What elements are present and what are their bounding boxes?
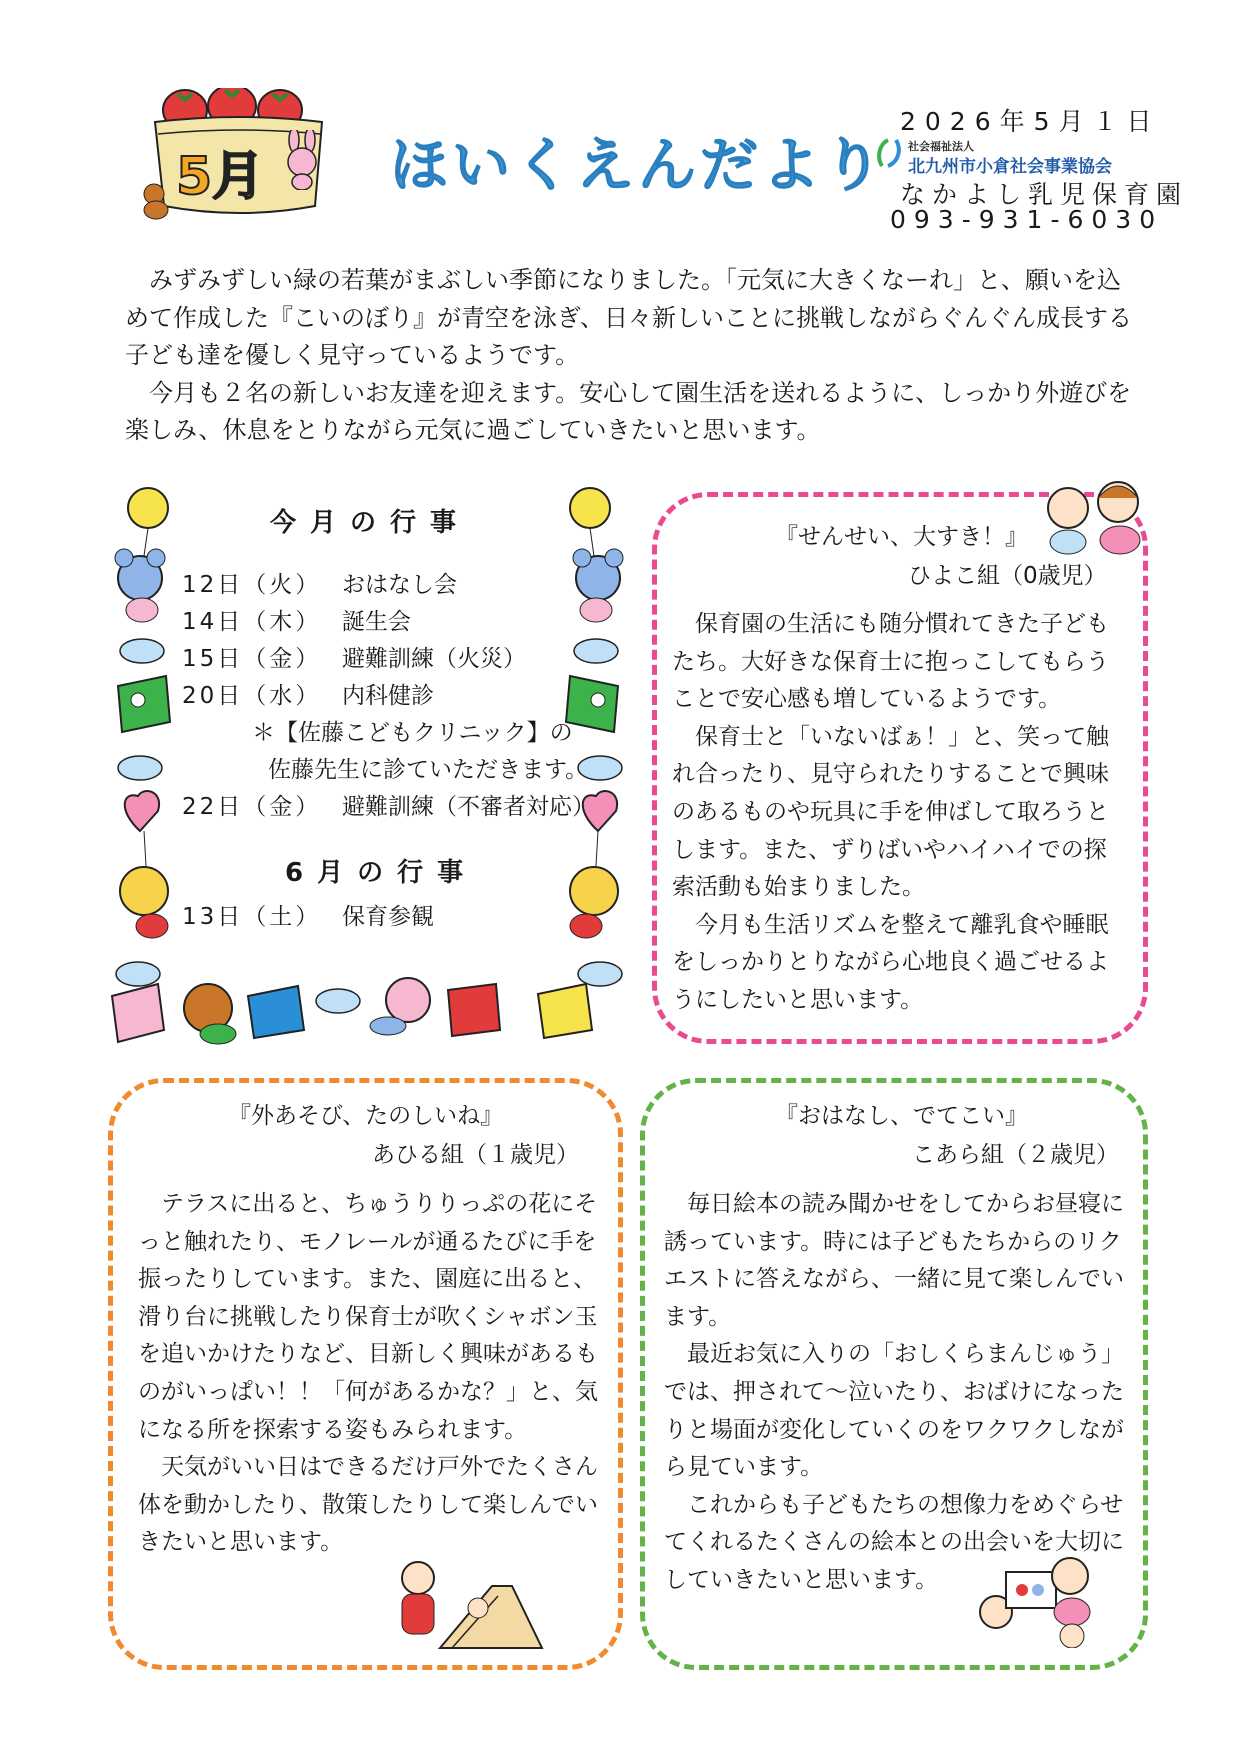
hiyoko-class-label: ひよこ組（0歳児） xyxy=(908,563,1107,589)
event-date: 14日（木） xyxy=(182,609,322,635)
hiyoko-paragraph: 保育園の生活にも随分慣れてきた子どもたち。大好きな保育士に抱っこしてもらうことで安心感も増しているようです。 xyxy=(672,611,1109,713)
event-note: 佐藤先生に診ていただきます。 xyxy=(268,757,589,783)
ahiru-text xyxy=(138,1186,598,1562)
child-icon xyxy=(1060,1624,1084,1648)
bear-icon xyxy=(184,984,236,1044)
koinobori-icon xyxy=(118,676,170,732)
cloud-icon xyxy=(116,962,160,986)
event-name: 誕生会 xyxy=(342,609,411,635)
event-row xyxy=(182,898,434,931)
koara-class-label: こあら組（２歳児） xyxy=(912,1142,1119,1168)
koinobori-icon xyxy=(248,986,304,1038)
rabbit-icon xyxy=(370,978,430,1035)
nursery-name: なかよし乳児保育園 xyxy=(900,180,1189,209)
book-icon xyxy=(1006,1572,1056,1608)
hiyoko-paragraph: 保育士と「いないばぁ！」と、笑って触れ合ったり、見守られたりすることで興味のあるものや玩具に手を伸ばして取ろうとします。また、ずりばいやハイハイでの探索活動も始まりました。 xyxy=(672,723,1109,901)
teacher-icon xyxy=(1052,1558,1090,1626)
hiyoko-paragraph: 今月も生活リズムを整えて離乳食や睡眠をしっかりとりながら心地良く過ごせるようにしたいと思います。 xyxy=(672,911,1109,1013)
event-row xyxy=(182,640,526,673)
event-date: 22日（金） xyxy=(182,794,322,820)
teacher-icon xyxy=(402,1562,434,1634)
intro-paragraph: みずみずしい緑の若葉がまぶしい季節になりました。「元気に大きくなーれ」と、願いを込めて作成した『こいのぼり』が青空を泳ぎ、日々新しいことに挑戦しながらぐんぐん成長する子ども達を優しく見守っているようです。 xyxy=(125,266,1133,369)
mouse-icon xyxy=(573,549,623,622)
koara-paragraph: これからも子どもたちの想像力をめぐらせてくれるたくさんの絵本との出会いを大切にしていきたいと思います。 xyxy=(664,1491,1124,1593)
intro-paragraph: 今月も２名の新しいお友達を迎えます。安心して園生活を送れるように、しっかり外遊びを楽しみ、休息をとりながら元気に過ごしていきたいと思います。 xyxy=(125,378,1132,444)
heart-balloon-icon xyxy=(125,791,159,866)
event-row xyxy=(182,603,411,636)
balloon-icon xyxy=(570,488,610,556)
koara-paragraph: 最近お気に入りの「おしくらまんじゅう」では、押されて～泣いたり、おばけになったりと場面が変化していくのをワクワクしながら見ています。 xyxy=(664,1341,1124,1481)
event-row xyxy=(182,566,457,599)
org-type: 社会福祉法人 xyxy=(908,140,974,153)
mouse-icon xyxy=(115,549,165,622)
event-date: 15日（金） xyxy=(182,646,322,672)
koinobori-icon xyxy=(538,984,592,1038)
event-name: 保育参観 xyxy=(342,904,434,930)
teacher-icon xyxy=(1098,482,1140,554)
cat-icon xyxy=(570,867,618,938)
org-logo-icon xyxy=(876,138,902,168)
slide-illustration xyxy=(392,1556,552,1652)
ahiru-class-label: あひる組（１歳児） xyxy=(372,1142,579,1168)
cloud-icon xyxy=(574,639,618,663)
koara-title: 『おはなし、でてこい』 xyxy=(775,1103,1028,1129)
june-events-title: 6月の行事 xyxy=(285,858,478,888)
phone-number: 093-931-6030 xyxy=(890,205,1164,234)
event-date: 20日（水） xyxy=(182,683,322,709)
month-badge-text: 5月 xyxy=(176,147,265,207)
child-icon xyxy=(468,1598,488,1618)
rabbit-icon xyxy=(282,130,322,190)
event-name: おはなし会 xyxy=(342,572,457,598)
event-note: ＊【佐藤こどもクリニック】の xyxy=(252,720,573,746)
cat-icon xyxy=(120,867,168,938)
cloud-icon xyxy=(120,639,164,663)
koara-paragraph: 毎日絵本の読み聞かせをしてからお昼寝に誘っています。時には子どもたちからのリクエストに答えながら、一緒に見て楽しんでいます。 xyxy=(664,1191,1124,1330)
intro-text xyxy=(125,262,1135,450)
events-title: 今月の行事 xyxy=(270,508,471,538)
cloud-icon xyxy=(316,989,360,1013)
slide-icon xyxy=(440,1586,542,1648)
event-name: 避難訓練（火災） xyxy=(342,646,526,672)
koinobori-icon xyxy=(448,984,500,1036)
baby-icon xyxy=(1048,488,1088,554)
hiyoko-title: 『せんせい、大すき！』 xyxy=(775,524,1028,550)
event-date: 12日（火） xyxy=(182,572,322,598)
koinobori-icon xyxy=(566,676,618,732)
issue-date: 2026年5月１日 xyxy=(900,107,1161,136)
org-name: 北九州市小倉社会事業協会 xyxy=(908,157,1112,177)
event-date: 13日（土） xyxy=(182,904,322,930)
page-title: ほいくえんだより xyxy=(390,131,887,199)
month-badge-illustration xyxy=(150,88,330,226)
ahiru-paragraph: テラスに出ると、ちゅうりりっぷの花にそっと触れたり、モノレールが通るたびに手を振ったりしています。また、園庭に出ると、滑り台に挑戦したり保育士が吹くシャボン玉を追いかけたりなど、目新しく興味があるものがいっぱい！！「何があるかな？」と、気になる所を探索する姿もみられます。 xyxy=(138,1191,598,1443)
cloud-icon xyxy=(578,962,622,986)
event-name: 避難訓練（不審者対応） xyxy=(342,794,595,820)
balloon-icon xyxy=(128,488,168,556)
ahiru-title: 『外あそび、たのしいね』 xyxy=(228,1103,504,1129)
squirrel-icon xyxy=(140,180,172,220)
picture-book-illustration xyxy=(976,1552,1096,1648)
event-row xyxy=(182,788,595,821)
koinobori-icon xyxy=(112,984,164,1042)
ahiru-paragraph: 天気がいい日はできるだけ戸外でたくさん体を動かしたり、散策したりして楽しんでいきたいと思います。 xyxy=(138,1454,598,1556)
event-name: 内科健診 xyxy=(342,683,434,709)
event-row xyxy=(182,677,434,710)
hiyoko-text xyxy=(672,606,1122,1020)
koara-text xyxy=(664,1186,1124,1600)
babies-illustration xyxy=(1040,478,1150,558)
cloud-icon xyxy=(118,756,162,780)
